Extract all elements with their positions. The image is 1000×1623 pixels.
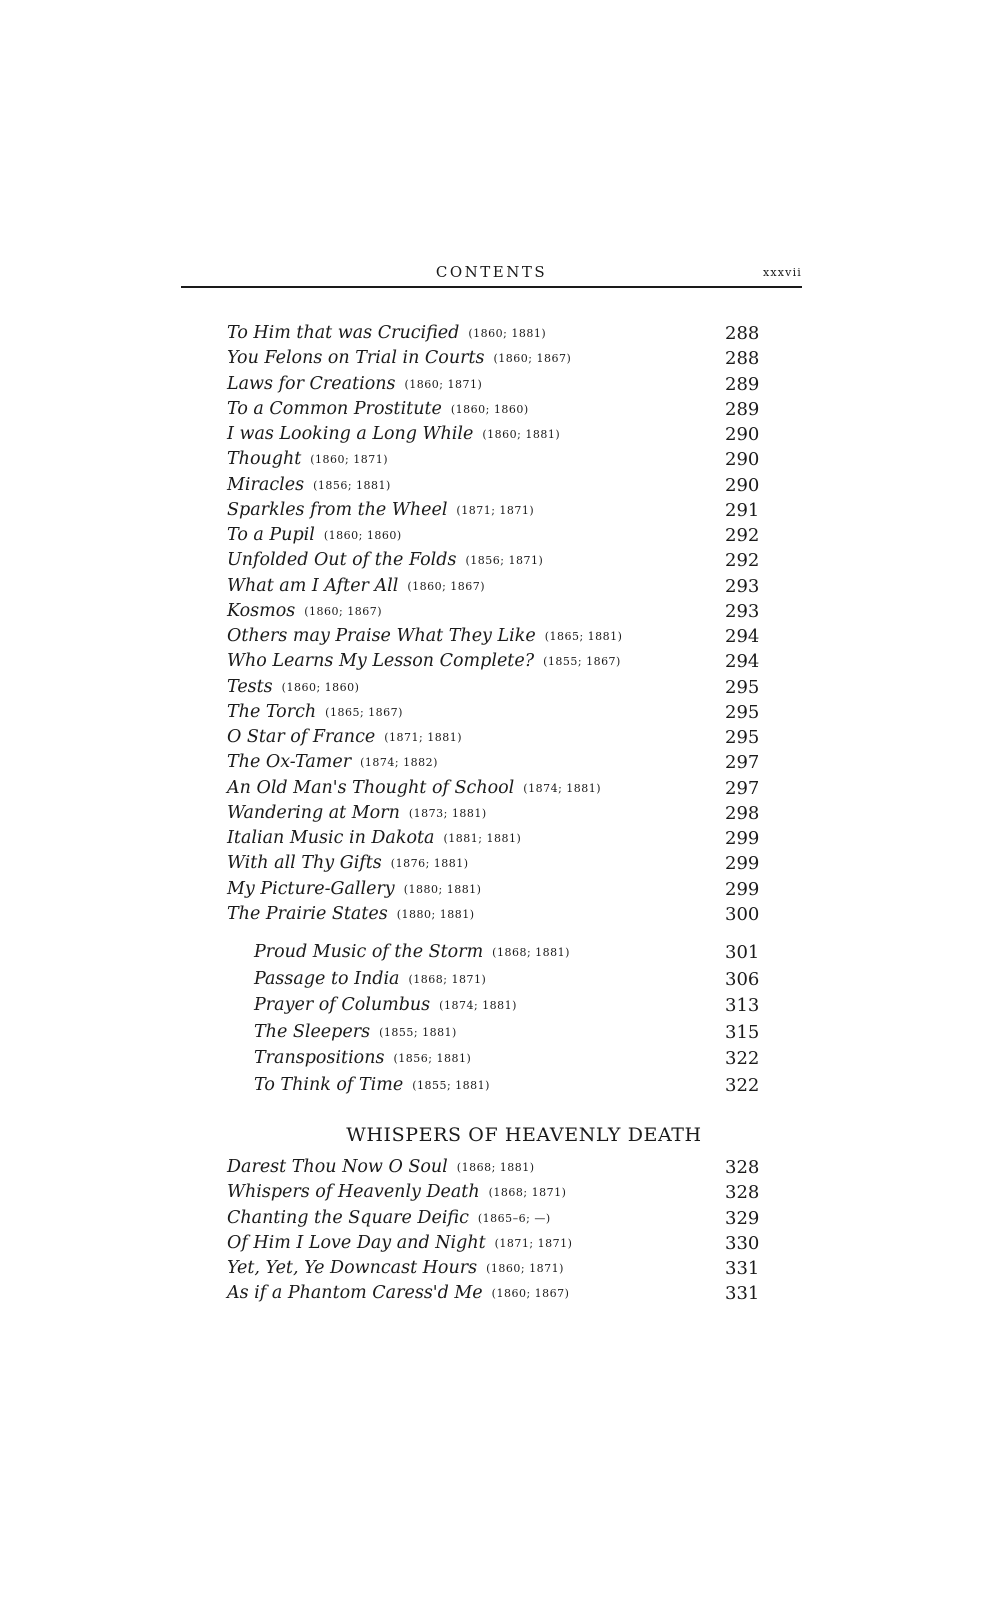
entry-dates: (1865–6; —) bbox=[477, 1211, 551, 1225]
entry-title-line bbox=[227, 397, 529, 422]
entry-title-line bbox=[227, 447, 388, 472]
entry-title-line bbox=[227, 750, 438, 775]
entry-page-number: 322 bbox=[725, 1048, 760, 1070]
entry-dates: (1860; 1860) bbox=[323, 529, 402, 542]
entry-dates: (1860; 1881) bbox=[468, 327, 547, 340]
contents-entry bbox=[0, 851, 1000, 876]
entry-dates: (1860; 1860) bbox=[450, 402, 529, 416]
contents-entry bbox=[0, 523, 1000, 548]
entry-page-number: 298 bbox=[725, 802, 760, 824]
contents-entry bbox=[0, 599, 1000, 624]
entry-title: Thought bbox=[227, 449, 302, 470]
contents-entry bbox=[0, 993, 1000, 1020]
entry-dates: (1860; 1867) bbox=[407, 579, 486, 593]
entry-title: O Star of France bbox=[227, 727, 376, 747]
entry-dates: (1860; 1867) bbox=[304, 604, 383, 618]
contents-entry bbox=[0, 346, 1000, 371]
entry-title-line bbox=[227, 1206, 551, 1231]
entry-page-number: 295 bbox=[725, 676, 760, 698]
entry-title: The Ox-Tamer bbox=[227, 752, 352, 773]
contents-entry bbox=[0, 675, 1000, 700]
entry-dates: (1874; 1881) bbox=[523, 781, 602, 795]
entry-title: Of Him I Love Day and Night bbox=[227, 1232, 486, 1253]
entry-dates: (1865; 1881) bbox=[544, 630, 623, 643]
entry-title-line bbox=[227, 851, 469, 876]
entry-dates: (1871; 1871) bbox=[456, 503, 535, 517]
entry-title-line bbox=[227, 902, 475, 927]
entry-title-line bbox=[227, 1155, 535, 1180]
entry-dates: (1856; 1881) bbox=[313, 478, 391, 492]
entry-title: Miracles bbox=[227, 474, 305, 495]
section-heading-text: WHISPERS OF HEAVENLY DEATH bbox=[346, 1124, 702, 1146]
entry-title-line bbox=[227, 877, 481, 902]
contents-list-group-1 bbox=[0, 321, 1000, 927]
entry-title-line bbox=[227, 523, 402, 548]
entry-title-line bbox=[227, 321, 546, 346]
entry-page-number: 328 bbox=[725, 1182, 760, 1204]
entry-title: What am I After All bbox=[227, 575, 399, 596]
contents-entry bbox=[0, 1155, 1000, 1180]
entry-title: As if a Phantom Caress'd Me bbox=[227, 1283, 483, 1304]
entry-title-line bbox=[227, 826, 521, 851]
entry-title: To Think of Time bbox=[254, 1074, 404, 1095]
contents-entry bbox=[0, 422, 1000, 447]
entry-title-line bbox=[227, 574, 485, 599]
entry-title-line bbox=[227, 624, 622, 649]
entry-title-line bbox=[254, 993, 517, 1018]
entry-page-number: 331 bbox=[725, 1258, 760, 1279]
entry-title: Transpositions bbox=[254, 1048, 385, 1069]
entry-page-number: 328 bbox=[725, 1157, 760, 1178]
entry-title-line bbox=[254, 940, 570, 965]
contents-list-group-3 bbox=[0, 1155, 1000, 1307]
entry-title: Chanting the Square Deific bbox=[227, 1207, 469, 1228]
entry-dates: (1856; 1871) bbox=[465, 554, 544, 568]
entry-title: With all Thy Gifts bbox=[227, 853, 382, 874]
contents-entry bbox=[0, 877, 1000, 902]
entry-title: Whispers of Heavenly Death bbox=[227, 1182, 480, 1203]
entry-dates: (1860; 1867) bbox=[493, 352, 572, 366]
contents-entry bbox=[0, 397, 1000, 422]
entry-title: Sparkles from the Wheel bbox=[227, 499, 448, 520]
contents-entry bbox=[0, 902, 1000, 927]
entry-title: Passage to India bbox=[254, 968, 400, 989]
entry-dates: (1874; 1882) bbox=[360, 756, 438, 770]
entry-page-number: 292 bbox=[725, 550, 760, 572]
entry-page-number: 315 bbox=[725, 1021, 760, 1043]
entry-title-line bbox=[227, 473, 391, 498]
contents-entry bbox=[0, 574, 1000, 599]
entry-dates: (1871; 1871) bbox=[494, 1236, 573, 1250]
entry-page-number: 289 bbox=[725, 398, 760, 420]
entry-dates: (1871; 1881) bbox=[384, 731, 463, 744]
entry-page-number: 290 bbox=[725, 424, 760, 445]
entry-title-line bbox=[227, 599, 382, 624]
contents-entry bbox=[0, 1020, 1000, 1047]
entry-title: The Sleepers bbox=[254, 1021, 371, 1042]
entry-page-number: 297 bbox=[725, 777, 760, 799]
entry-title-line bbox=[227, 498, 534, 523]
entry-title-line bbox=[227, 1256, 564, 1281]
entry-page-number: 301 bbox=[725, 942, 760, 963]
entry-page-number: 300 bbox=[725, 903, 760, 925]
entry-title: Tests bbox=[227, 676, 273, 697]
entry-dates: (1855; 1867) bbox=[543, 655, 621, 669]
entry-dates: (1860; 1881) bbox=[482, 428, 561, 441]
entry-page-number: 290 bbox=[725, 474, 760, 496]
entry-title-line bbox=[227, 1281, 569, 1306]
entry-title-line bbox=[227, 548, 543, 573]
contents-entry bbox=[0, 1046, 1000, 1073]
entry-title-line bbox=[227, 801, 487, 826]
entry-dates: (1860; 1871) bbox=[310, 453, 389, 467]
entry-title: Wandering at Morn bbox=[227, 802, 400, 823]
entry-title: Yet, Yet, Ye Downcast Hours bbox=[227, 1258, 478, 1278]
entry-page-number: 331 bbox=[725, 1283, 760, 1305]
contents-list-group-2 bbox=[0, 940, 1000, 1100]
entry-title: Kosmos bbox=[227, 600, 296, 621]
contents-entry bbox=[0, 940, 1000, 967]
entry-title-line bbox=[254, 1046, 471, 1071]
entry-title: You Felons on Trial in Courts bbox=[227, 348, 485, 369]
contents-entry bbox=[0, 1073, 1000, 1100]
entry-title: Darest Thou Now O Soul bbox=[227, 1157, 448, 1177]
entry-title-line bbox=[227, 675, 359, 700]
entry-dates: (1874; 1881) bbox=[439, 999, 517, 1013]
entry-title: Others may Praise What They Like bbox=[227, 626, 536, 646]
entry-page-number: 329 bbox=[725, 1207, 760, 1229]
entry-dates: (1860; 1871) bbox=[404, 377, 483, 391]
entry-page-number: 292 bbox=[725, 525, 760, 546]
entry-title: An Old Man's Thought of School bbox=[227, 777, 515, 798]
contents-entry bbox=[0, 725, 1000, 750]
contents-entry bbox=[0, 1256, 1000, 1281]
entry-title: To a Pupil bbox=[227, 525, 315, 545]
entry-page-number: 289 bbox=[725, 373, 760, 395]
contents-entry bbox=[0, 700, 1000, 725]
contents-entry bbox=[0, 1180, 1000, 1205]
entry-page-number: 291 bbox=[725, 499, 760, 521]
entry-title-line bbox=[227, 776, 601, 801]
contents-entry bbox=[0, 321, 1000, 346]
contents-entry bbox=[0, 1206, 1000, 1231]
entry-title: Prayer of Columbus bbox=[254, 995, 431, 1016]
entry-page-number: 330 bbox=[725, 1232, 760, 1254]
entry-dates: (1868; 1881) bbox=[492, 946, 570, 959]
entry-title: I was Looking a Long While bbox=[227, 424, 474, 444]
entry-page-number: 293 bbox=[725, 600, 760, 622]
entry-page-number: 294 bbox=[725, 626, 760, 647]
entry-title: To a Common Prostitute bbox=[227, 398, 442, 419]
entry-dates: (1860; 1860) bbox=[281, 680, 360, 694]
entry-page-number: 290 bbox=[725, 449, 760, 471]
entry-dates: (1880; 1881) bbox=[396, 907, 475, 921]
entry-title-line bbox=[227, 725, 462, 750]
entry-page-number: 306 bbox=[725, 968, 760, 990]
entry-title: Unfolded Out of the Folds bbox=[227, 550, 457, 571]
entry-title: Italian Music in Dakota bbox=[227, 828, 435, 848]
entry-page-number: 299 bbox=[725, 853, 760, 875]
entry-page-number: 313 bbox=[725, 995, 760, 1017]
entry-title: To Him that was Crucified bbox=[227, 323, 460, 343]
page-title: CONTENTS bbox=[435, 263, 548, 281]
entry-dates: (1856; 1881) bbox=[393, 1052, 472, 1066]
entry-dates: (1880; 1881) bbox=[403, 882, 482, 896]
entry-dates: (1860; 1871) bbox=[486, 1262, 564, 1275]
entry-dates: (1868; 1881) bbox=[456, 1161, 535, 1174]
contents-entry bbox=[0, 967, 1000, 994]
contents-entry bbox=[0, 1281, 1000, 1306]
contents-entry bbox=[0, 801, 1000, 826]
entry-title-line bbox=[254, 967, 486, 992]
contents-entry bbox=[0, 826, 1000, 851]
contents-entry bbox=[0, 776, 1000, 801]
contents-entry bbox=[0, 624, 1000, 649]
contents-entry bbox=[0, 447, 1000, 472]
section-heading bbox=[0, 1124, 1000, 1146]
contents-entry bbox=[0, 750, 1000, 775]
running-header bbox=[181, 262, 802, 286]
entry-title: Proud Music of the Storm bbox=[254, 942, 484, 962]
entry-title: The Torch bbox=[227, 701, 317, 722]
entry-page-number: 294 bbox=[725, 651, 760, 673]
contents-entry bbox=[0, 473, 1000, 498]
entry-title-line bbox=[227, 1231, 572, 1256]
entry-dates: (1868; 1871) bbox=[488, 1186, 567, 1200]
entry-title-line bbox=[227, 372, 482, 397]
contents-entry bbox=[0, 548, 1000, 573]
entry-page-number: 295 bbox=[725, 727, 760, 748]
entry-page-number: 322 bbox=[725, 1074, 760, 1096]
entry-title-line bbox=[254, 1073, 490, 1098]
entry-title-line bbox=[254, 1020, 457, 1045]
entry-title-line bbox=[227, 1180, 566, 1205]
contents-entry bbox=[0, 498, 1000, 523]
entry-title: Laws for Creations bbox=[227, 373, 396, 394]
entry-dates: (1855; 1881) bbox=[412, 1078, 490, 1092]
entry-page-number: 299 bbox=[725, 878, 760, 900]
entry-title-line bbox=[227, 422, 560, 447]
entry-title: Who Learns My Lesson Complete? bbox=[227, 651, 535, 672]
contents-entry bbox=[0, 372, 1000, 397]
contents-entry bbox=[0, 1231, 1000, 1256]
entry-dates: (1873; 1881) bbox=[408, 806, 487, 820]
entry-dates: (1881; 1881) bbox=[443, 832, 522, 845]
entry-title: The Prairie States bbox=[227, 903, 388, 924]
header-rule bbox=[181, 286, 802, 288]
entry-page-number: 288 bbox=[725, 348, 760, 370]
page-number: xxxvii bbox=[762, 266, 802, 279]
entry-page-number: 288 bbox=[725, 323, 760, 344]
entry-title: My Picture-Gallery bbox=[227, 878, 395, 899]
entry-page-number: 293 bbox=[725, 575, 760, 597]
entry-page-number: 299 bbox=[725, 828, 760, 849]
entry-dates: (1865; 1867) bbox=[325, 705, 403, 719]
entry-title-line bbox=[227, 700, 403, 725]
entry-dates: (1855; 1881) bbox=[379, 1025, 457, 1039]
entry-title-line bbox=[227, 649, 621, 674]
entry-dates: (1860; 1867) bbox=[491, 1287, 570, 1301]
entry-page-number: 297 bbox=[725, 752, 760, 774]
entry-dates: (1868; 1871) bbox=[408, 972, 487, 986]
entry-dates: (1876; 1881) bbox=[390, 857, 469, 871]
entry-page-number: 295 bbox=[725, 701, 760, 723]
contents-entry bbox=[0, 649, 1000, 674]
entry-title-line bbox=[227, 346, 571, 371]
